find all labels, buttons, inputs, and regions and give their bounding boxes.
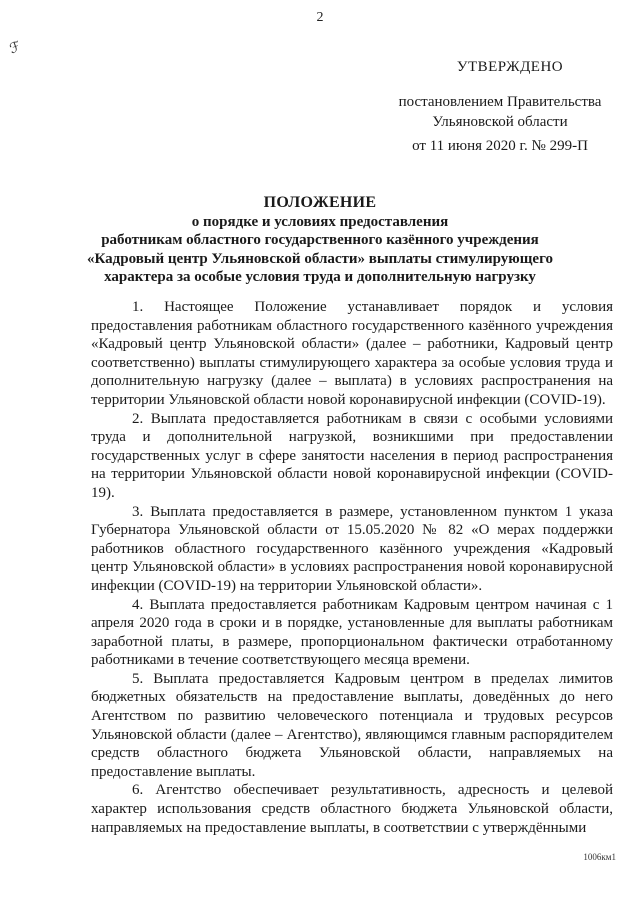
document-title [80, 194, 560, 287]
approval-date: от 11 июня 2020 г. № 299-П [412, 138, 588, 154]
approved-label: УТВЕРЖДЕНО [456, 59, 564, 75]
title-line-5: характера за особые условия труда и дополнительную нагрузку [104, 269, 536, 285]
page-number: 2 [316, 10, 324, 25]
corner-mark: ℱ [7, 39, 24, 58]
title-line-4: «Кадровый центр Ульяновской области» выплаты стимулирующего [86, 250, 554, 267]
approved-by-line-2: Ульяновской области [432, 114, 568, 130]
title-line-2: о порядке и условиях предоставления [191, 213, 449, 230]
footer-code: 1006км1 [583, 852, 616, 862]
document-body [91, 298, 613, 837]
approved-by-block [390, 92, 610, 132]
approved-by-line-1: постановлением Правительства [398, 94, 602, 110]
paragraph-1: 1. Настоящее Положение устанавливает порядок и условия предоставления работникам областного государственного казённого учреждения «Кадровый центр Ульяновской области» (далее – работники, Кадровый центр соответственно) выплаты стимулирующего характера за особые условия труда и дополнительную нагрузку (далее – выплата) в условиях распространения на территории Ульяновской области новой коронавирусной инфекции (COVID-19). [91, 299, 613, 408]
paragraph-2: 2. Выплата предоставляется работникам в связи с особыми условиями труда и дополнительной нагрузкой, возникшими при предоставлении государственных услуг в сфере занятости населения в период распространения на территории Ульяновской области новой коронавирусной инфекции (COVID-19). [91, 410, 613, 501]
paragraph-5: 5. Выплата предоставляется Кадровым центром в пределах лимитов бюджетных обязательств на предоставление выплаты, доведённых до него Агентством по развитию человеческого потенциала и трудовых ресурсов Ульяновской области (далее – Агентство), являющимся главным распорядителем средств областного бюджета Ульяновской области, направляемых на предоставление выплаты. [91, 670, 613, 780]
title-line-3: работникам областного государственного казённого учреждения [101, 232, 539, 248]
paragraph-3: 3. Выплата предоставляется в размере, установленном пунктом 1 указа Губернатора Ульяновской области от 15.05.2020 № 82 «О мерах поддержки работников областного государственного казённого учреждения «Кадровый центр Ульяновской области» в условиях распространения новой коронавирусной инфекции (COVID-19) на территории Ульяновской области». [91, 503, 613, 594]
paragraph-4: 4. Выплата предоставляется работникам Кадровым центром начиная с 1 апреля 2020 года в сроки и в порядке, установленные для выплаты работникам заработной платы, в размере, пропорциональном фактически отработанному работниками в течение соответствующего месяца времени. [91, 596, 613, 669]
paragraph-6: 6. Агентство обеспечивает результативность, адресность и целевой характер использования средств областного бюджета Ульяновской области, направляемых на предоставление выплаты, в соответствии с утверждёнными [91, 782, 613, 836]
title-line-1: ПОЛОЖЕНИЕ [263, 194, 377, 211]
